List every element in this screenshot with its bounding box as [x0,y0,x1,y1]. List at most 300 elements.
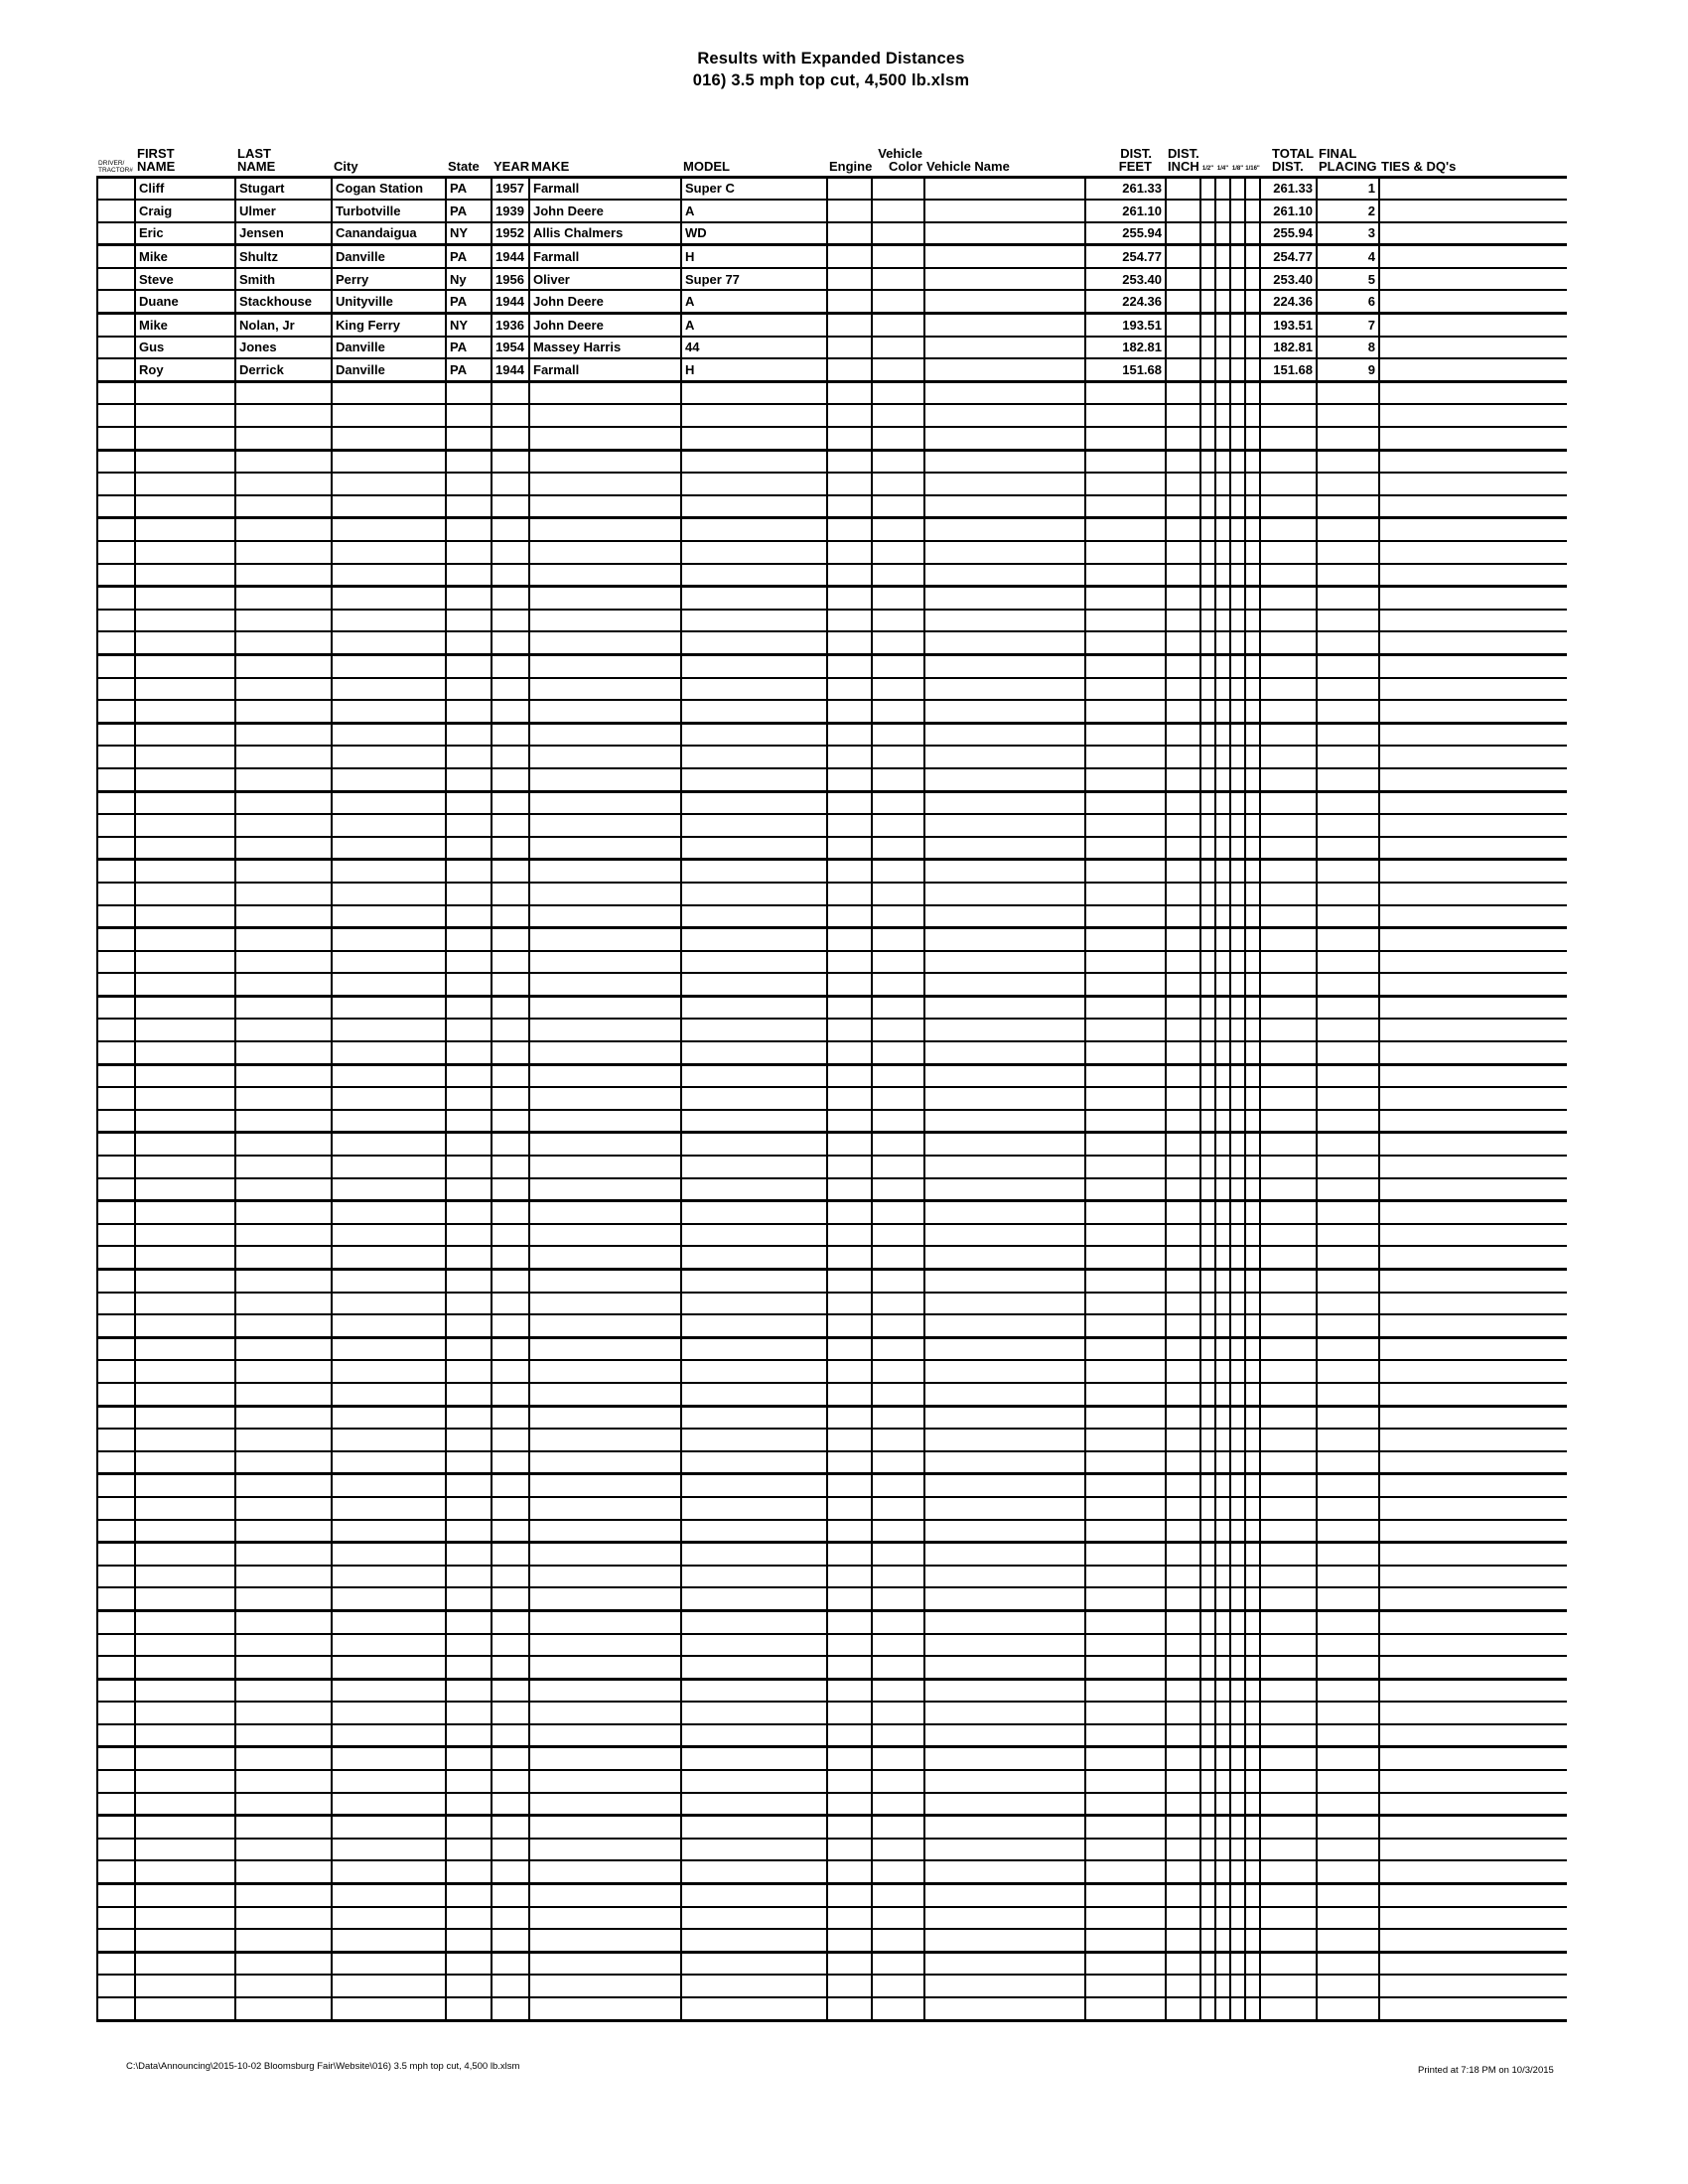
cell-state [446,860,492,883]
cell-engine [827,1724,872,1747]
cell-final-placing [1317,1634,1379,1657]
cell-ties [1379,200,1567,222]
cell-quarter [1215,358,1230,381]
cell-quarter [1215,1816,1230,1839]
cell-vehicle-color [872,473,924,495]
cell-sixteenth [1245,473,1260,495]
cell-eighth [1230,1724,1245,1747]
cell-sixteenth [1245,996,1260,1019]
cell-state [446,1178,492,1201]
cell-vehicle-name [924,381,1085,404]
cell-vehicle-color [872,427,924,450]
empty-row [97,1975,1567,1997]
empty-row [97,1314,1567,1337]
cell-driver [97,951,135,974]
cell-first-name: Roy [135,358,235,381]
cell-vehicle-name [924,678,1085,701]
cell-sixteenth [1245,928,1260,951]
empty-row [97,541,1567,564]
cell-vehicle-color [872,1270,924,1293]
cell-last-name [235,678,332,701]
empty-row [97,1793,1567,1816]
cell-sixteenth [1245,973,1260,996]
cell-last-name [235,905,332,928]
cell-eighth [1230,1929,1245,1952]
cell-city [332,791,446,814]
cell-total-dist [1260,1064,1317,1087]
cell-last-name [235,1634,332,1657]
cell-year [492,791,529,814]
cell-half [1200,1246,1215,1269]
cell-city [332,1360,446,1383]
cell-dist-inch [1166,1041,1200,1064]
cell-total-dist [1260,541,1317,564]
cell-state [446,723,492,746]
cell-dist-inch [1166,723,1200,746]
cell-ties [1379,1293,1567,1315]
cell-vehicle-color [872,1839,924,1861]
empty-row [97,610,1567,632]
cell-eighth [1230,1314,1245,1337]
cell-last-name: Derrick [235,358,332,381]
cell-state: NY [446,222,492,245]
cell-vehicle-name [924,1816,1085,1839]
empty-row [97,495,1567,518]
cell-last-name [235,1702,332,1724]
cell-city [332,837,446,860]
cell-vehicle-name [924,654,1085,677]
cell-eighth [1230,700,1245,723]
cell-total-dist [1260,1543,1317,1566]
cell-vehicle-color [872,951,924,974]
cell-eighth [1230,1907,1245,1930]
cell-quarter [1215,678,1230,701]
cell-driver [97,1270,135,1293]
cell-driver [97,1975,135,1997]
cell-city [332,1566,446,1588]
cell-driver [97,1156,135,1178]
cell-vehicle-name [924,1929,1085,1952]
cell-dist-feet: 253.40 [1085,268,1166,291]
cell-ties [1379,1156,1567,1178]
cell-model [681,1634,827,1657]
cell-make [529,951,681,974]
cell-driver [97,1314,135,1337]
cell-engine [827,268,872,291]
cell-quarter [1215,837,1230,860]
cell-make [529,768,681,791]
cell-model [681,928,827,951]
cell-half [1200,1520,1215,1543]
cell-state [446,1451,492,1474]
cell-eighth [1230,1884,1245,1907]
cell-make [529,1634,681,1657]
cell-ties [1379,1884,1567,1907]
cell-dist-feet [1085,951,1166,974]
cell-engine [827,1178,872,1201]
cell-state [446,1019,492,1041]
cell-state [446,1429,492,1451]
cell-make [529,1724,681,1747]
cell-dist-inch [1166,1907,1200,1930]
empty-row [97,996,1567,1019]
cell-sixteenth [1245,381,1260,404]
cell-state [446,951,492,974]
cell-final-placing [1317,1543,1379,1566]
cell-half [1200,1133,1215,1156]
header-row [97,137,1567,177]
cell-eighth [1230,768,1245,791]
cell-vehicle-color [872,973,924,996]
cell-eighth [1230,654,1245,677]
cell-dist-inch [1166,631,1200,654]
empty-row [97,450,1567,473]
cell-sixteenth [1245,1543,1260,1566]
cell-first-name [135,1610,235,1633]
cell-state [446,1156,492,1178]
cell-vehicle-color [872,791,924,814]
cell-driver [97,1406,135,1429]
cell-make: Farmall [529,358,681,381]
cell-make: John Deere [529,314,681,337]
cell-driver [97,1679,135,1702]
cell-year [492,1839,529,1861]
cell-year [492,1884,529,1907]
cell-half [1200,1019,1215,1041]
cell-ties [1379,1429,1567,1451]
cell-quarter [1215,1451,1230,1474]
cell-quarter [1215,1293,1230,1315]
print-timestamp-footer: Printed at 7:18 PM on 10/3/2015 [1418,2065,1554,2076]
cell-year: 1957 [492,177,529,200]
empty-row [97,837,1567,860]
cell-half [1200,473,1215,495]
cell-dist-inch [1166,791,1200,814]
cell-engine [827,678,872,701]
cell-eighth [1230,1406,1245,1429]
cell-ties [1379,1019,1567,1041]
cell-ties [1379,1474,1567,1497]
cell-model [681,1110,827,1133]
cell-dist-inch [1166,1360,1200,1383]
cell-dist-feet [1085,473,1166,495]
cell-driver [97,746,135,768]
cell-eighth [1230,381,1245,404]
cell-sixteenth [1245,1610,1260,1633]
cell-first-name [135,723,235,746]
cell-city: King Ferry [332,314,446,337]
cell-make [529,1679,681,1702]
cell-model: WD [681,222,827,245]
cell-last-name [235,791,332,814]
cell-city [332,1064,446,1087]
cell-dist-feet [1085,1360,1166,1383]
cell-final-placing [1317,1337,1379,1360]
cell-vehicle-color [872,1064,924,1087]
cell-dist-feet [1085,1064,1166,1087]
cell-final-placing [1317,1201,1379,1224]
cell-dist-inch [1166,1724,1200,1747]
cell-half [1200,1224,1215,1247]
cell-model [681,1087,827,1110]
cell-first-name [135,1543,235,1566]
cell-final-placing [1317,1679,1379,1702]
cell-total-dist [1260,883,1317,905]
cell-driver [97,631,135,654]
cell-last-name [235,1156,332,1178]
cell-ties [1379,1656,1567,1679]
cell-vehicle-color [872,768,924,791]
cell-quarter [1215,222,1230,245]
cell-dist-feet [1085,1224,1166,1247]
cell-sixteenth [1245,905,1260,928]
cell-vehicle-color [872,177,924,200]
cell-quarter [1215,1087,1230,1110]
cell-eighth [1230,1679,1245,1702]
cell-dist-feet [1085,768,1166,791]
cell-engine [827,928,872,951]
cell-make [529,381,681,404]
cell-total-dist [1260,1360,1317,1383]
cell-city [332,631,446,654]
cell-city [332,541,446,564]
empty-row [97,746,1567,768]
cell-state [446,631,492,654]
cell-sixteenth [1245,1975,1260,1997]
cell-year [492,381,529,404]
cell-sixteenth [1245,700,1260,723]
cell-last-name: Jones [235,337,332,359]
cell-engine [827,1474,872,1497]
cell-dist-inch [1166,1587,1200,1610]
cell-final-placing: 5 [1317,268,1379,291]
cell-model [681,610,827,632]
cell-eighth [1230,200,1245,222]
cell-sixteenth [1245,427,1260,450]
cell-year [492,1702,529,1724]
cell-engine [827,177,872,200]
cell-dist-inch [1166,1406,1200,1429]
cell-make [529,1451,681,1474]
cell-dist-feet [1085,404,1166,427]
cell-eighth [1230,905,1245,928]
cell-vehicle-name [924,1178,1085,1201]
cell-eighth [1230,314,1245,337]
cell-engine [827,1451,872,1474]
cell-total-dist [1260,700,1317,723]
cell-make [529,518,681,541]
cell-city [332,381,446,404]
cell-quarter [1215,1975,1230,1997]
cell-make [529,1702,681,1724]
cell-final-placing [1317,1793,1379,1816]
empty-row [97,1566,1567,1588]
cell-first-name [135,928,235,951]
cell-eighth [1230,837,1245,860]
cell-model [681,1133,827,1156]
cell-dist-inch [1166,1543,1200,1566]
cell-vehicle-color [872,1520,924,1543]
file-path-footer: C:\Data\Announcing\2015-10-02 Bloomsburg Fair\Website\016) 3.5 mph top cut, 4,500 lb.xlsm [126,2061,520,2072]
cell-engine [827,1406,872,1429]
cell-year [492,1201,529,1224]
cell-total-dist [1260,1474,1317,1497]
cell-engine [827,951,872,974]
cell-half [1200,860,1215,883]
cell-quarter [1215,814,1230,837]
cell-engine [827,768,872,791]
cell-year: 1944 [492,245,529,268]
cell-vehicle-name [924,1429,1085,1451]
cell-final-placing [1317,1019,1379,1041]
cell-half [1200,996,1215,1019]
cell-first-name [135,1816,235,1839]
cell-first-name [135,1224,235,1247]
cell-last-name [235,1293,332,1315]
cell-ties [1379,564,1567,587]
cell-total-dist [1260,450,1317,473]
cell-ties [1379,1816,1567,1839]
cell-quarter [1215,1566,1230,1588]
empty-row [97,723,1567,746]
cell-first-name [135,1997,235,2020]
cell-engine [827,1747,872,1770]
cell-half [1200,1293,1215,1315]
cell-final-placing [1317,1839,1379,1861]
cell-eighth [1230,1839,1245,1861]
cell-vehicle-name [924,1679,1085,1702]
cell-eighth [1230,631,1245,654]
cell-total-dist [1260,587,1317,610]
cell-sixteenth [1245,358,1260,381]
cell-year [492,1293,529,1315]
cell-vehicle-color [872,1360,924,1383]
cell-quarter [1215,404,1230,427]
cell-sixteenth [1245,1770,1260,1793]
header-eighth: 1/8" [1231,165,1244,172]
cell-eighth [1230,1133,1245,1156]
cell-make [529,654,681,677]
cell-city [332,1929,446,1952]
cell-model [681,1793,827,1816]
cell-engine [827,1702,872,1724]
cell-dist-feet: 193.51 [1085,314,1166,337]
cell-ties [1379,381,1567,404]
cell-last-name [235,1566,332,1588]
cell-ties [1379,1747,1567,1770]
cell-total-dist [1260,723,1317,746]
cell-first-name [135,1293,235,1315]
cell-quarter [1215,1952,1230,1975]
cell-vehicle-color [872,1087,924,1110]
cell-model [681,860,827,883]
cell-driver [97,1064,135,1087]
cell-engine [827,1293,872,1315]
cell-city [332,587,446,610]
cell-vehicle-name [924,814,1085,837]
cell-model [681,700,827,723]
cell-vehicle-color [872,1816,924,1839]
empty-row [97,768,1567,791]
cell-vehicle-color [872,1793,924,1816]
cell-total-dist [1260,1383,1317,1406]
cell-first-name [135,1793,235,1816]
cell-quarter [1215,768,1230,791]
empty-row [97,1041,1567,1064]
cell-ties [1379,1997,1567,2020]
cell-model [681,1019,827,1041]
cell-make [529,700,681,723]
cell-ties [1379,996,1567,1019]
cell-vehicle-color [872,518,924,541]
cell-quarter [1215,1337,1230,1360]
cell-half [1200,1314,1215,1337]
cell-year [492,450,529,473]
cell-total-dist [1260,473,1317,495]
cell-make [529,973,681,996]
cell-first-name [135,1566,235,1588]
cell-sixteenth [1245,1724,1260,1747]
cell-vehicle-name [924,1087,1085,1110]
cell-dist-inch [1166,1520,1200,1543]
cell-dist-inch [1166,1383,1200,1406]
cell-last-name [235,495,332,518]
cell-vehicle-name [924,1019,1085,1041]
cell-total-dist [1260,1975,1317,1997]
cell-model [681,1724,827,1747]
cell-last-name [235,1201,332,1224]
cell-dist-inch [1166,1634,1200,1657]
cell-driver [97,837,135,860]
cell-driver [97,1566,135,1588]
cell-driver [97,1884,135,1907]
cell-sixteenth [1245,1907,1260,1930]
cell-ties [1379,1952,1567,1975]
cell-last-name [235,1451,332,1474]
cell-city [332,1133,446,1156]
cell-make [529,1337,681,1360]
cell-eighth [1230,1793,1245,1816]
cell-ties [1379,268,1567,291]
cell-dist-feet [1085,1041,1166,1064]
cell-make [529,1816,681,1839]
cell-half [1200,610,1215,632]
cell-total-dist [1260,746,1317,768]
cell-city [332,1474,446,1497]
cell-model [681,473,827,495]
cell-ties [1379,314,1567,337]
cell-driver [97,337,135,359]
cell-total-dist [1260,1634,1317,1657]
cell-driver [97,1543,135,1566]
cell-city [332,905,446,928]
cell-dist-feet: 224.36 [1085,290,1166,313]
cell-dist-feet [1085,1679,1166,1702]
cell-last-name [235,1747,332,1770]
cell-sixteenth [1245,1929,1260,1952]
cell-vehicle-name [924,290,1085,313]
cell-driver [97,1497,135,1520]
cell-model [681,1314,827,1337]
cell-dist-feet [1085,1929,1166,1952]
cell-vehicle-color [872,587,924,610]
cell-sixteenth [1245,1019,1260,1041]
cell-engine [827,1566,872,1588]
cell-quarter [1215,1383,1230,1406]
cell-vehicle-name [924,222,1085,245]
cell-vehicle-name [924,1860,1085,1883]
cell-quarter [1215,654,1230,677]
